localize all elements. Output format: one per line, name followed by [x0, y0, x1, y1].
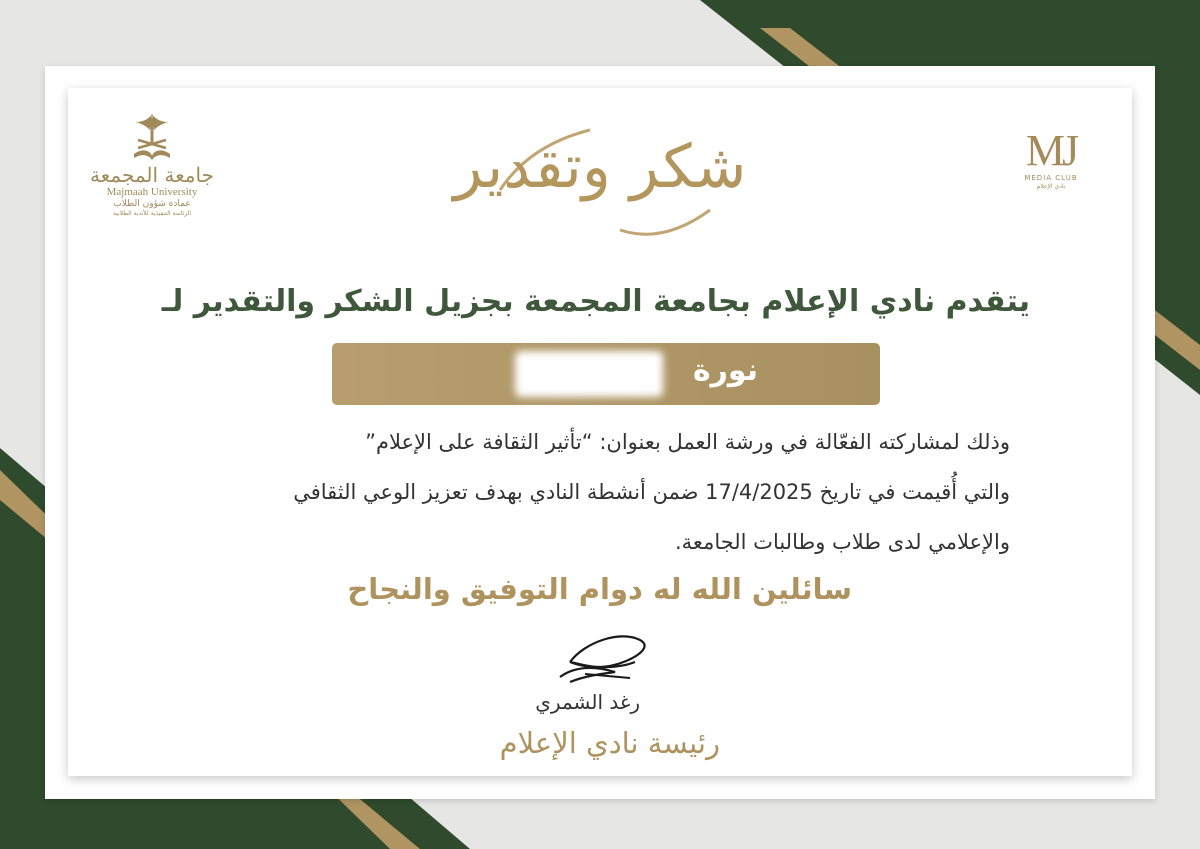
signer-name: رغد الشمري [535, 690, 640, 714]
body-line-3: والإعلامي لدى طلاب وطالبات الجامعة. [675, 530, 1010, 554]
university-name-ar: جامعة المجمعة [90, 163, 214, 187]
university-logo [82, 110, 222, 218]
redacted-surname [515, 351, 663, 397]
university-name-en: Majmaah University [106, 186, 198, 198]
club-name-en: MEDIA CLUB [1024, 174, 1078, 182]
deanship-name: عمادة شؤون الطلاب [113, 199, 191, 209]
signer-role: رئيسة نادي الإعلام [499, 726, 720, 760]
media-club-logo [1003, 128, 1099, 191]
club-name-ar: نادي الإعلام [1036, 183, 1066, 190]
signature-icon [540, 622, 660, 692]
intro-line: يتقدم نادي الإعلام بجامعة المجمعة بجزيل الشكر والتقدير لـ [161, 284, 1030, 319]
club-letters: MJ [1025, 126, 1077, 175]
closing-wish: سائلين الله له دوام التوفيق والنجاح [347, 572, 852, 606]
palm-emblem-icon [128, 110, 176, 162]
body-line-1: وذلك لمشاركته الفعّالة في ورشة العمل بعنوان: “تأثير الثقافة على الإعلام” [365, 430, 1010, 454]
certificate-title: شكر وتقدير [453, 132, 747, 202]
subdepartment-name: الرئاسة التنفيذية للأندية الطلابية [112, 210, 192, 217]
body-line-2: والتي أُقيمت في تاريخ 17/4/2025 ضمن أنشطة النادي بهدف تعزيز الوعي الثقافي [293, 480, 1010, 504]
recipient-bar [332, 343, 880, 405]
recipient-name: نورة [692, 353, 758, 388]
